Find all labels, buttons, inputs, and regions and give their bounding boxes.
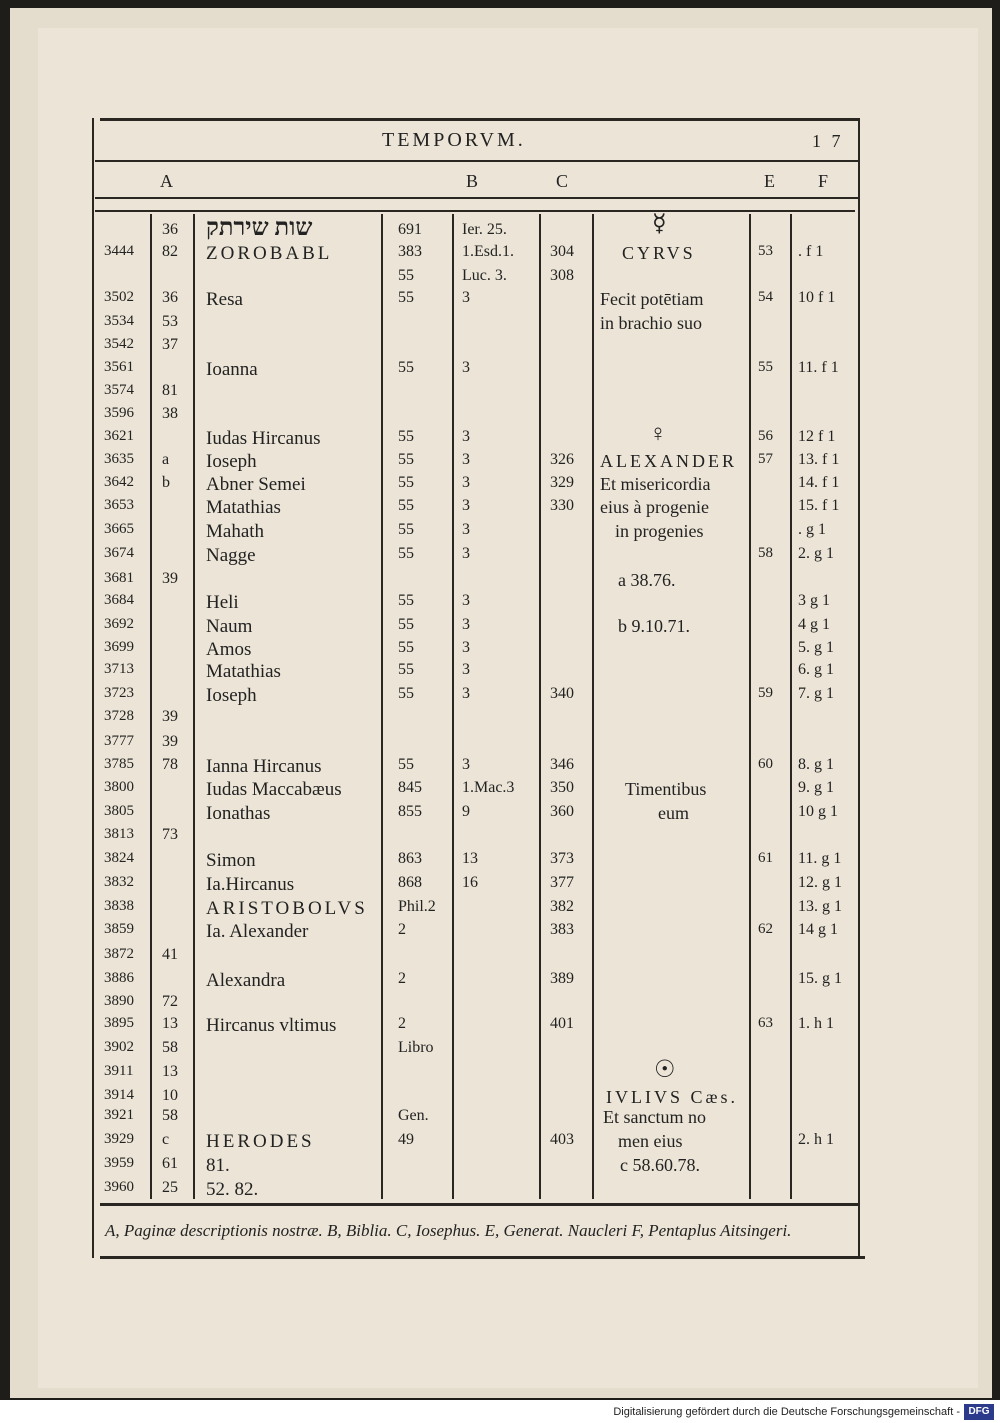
year-cell: 3684	[104, 592, 134, 608]
year-cell: 3574	[104, 382, 134, 398]
reign-note-cell: Et misericordia	[600, 474, 711, 494]
b-number-cell: 855	[398, 803, 422, 820]
f-cell: 12. g 1	[798, 874, 842, 891]
name-cell: Ia.Hircanus	[206, 874, 295, 895]
f-cell: 10 f 1	[798, 289, 836, 306]
header-rule	[95, 160, 860, 162]
a-cell: 25	[162, 1179, 178, 1196]
b-reference-cell: 3	[462, 521, 470, 538]
b-number-cell: 2	[398, 1015, 406, 1032]
f-cell: 8. g 1	[798, 756, 834, 773]
b-reference-cell: 3	[462, 451, 470, 468]
f-cell: 13. f 1	[798, 451, 840, 468]
b-number-cell: 55	[398, 289, 414, 306]
footer-rule	[100, 1256, 865, 1259]
year-cell: 3621	[104, 428, 134, 444]
credit-text: Digitalisierung gefördert durch die Deutsche Forschungsgemeinschaft -	[613, 1406, 960, 1418]
year-cell: 3785	[104, 756, 134, 772]
e-cell: 62	[758, 921, 773, 937]
col-sep-year-a	[150, 214, 152, 1199]
e-cell: 55	[758, 359, 773, 375]
page-number: 1 7	[812, 131, 844, 151]
reign-note-cell: b 9.10.71.	[618, 616, 690, 636]
b-number-cell: 55	[398, 497, 414, 514]
c-cell: 360	[550, 803, 574, 820]
f-cell: 3 g 1	[798, 592, 830, 609]
venus-icon: ♀	[649, 421, 667, 447]
name-cell: שות שירתק	[206, 215, 313, 241]
reign-note-cell: Fecit potētiam	[600, 289, 704, 309]
name-cell: Matathias	[206, 661, 281, 682]
b-reference-cell: 1.Esd.1.	[462, 243, 514, 260]
b-number-cell: 55	[398, 756, 414, 773]
col-sep-b1-b2	[452, 214, 454, 1199]
column-header-c: C	[556, 171, 569, 191]
name-cell: Resa	[206, 289, 243, 310]
f-cell: 15. g 1	[798, 970, 842, 987]
b-number-cell: 55	[398, 616, 414, 633]
name-cell: Ioseph	[206, 451, 257, 472]
year-cell: 3886	[104, 970, 134, 986]
b-number-cell: 691	[398, 221, 422, 238]
name-cell: Abner Semei	[206, 474, 306, 495]
year-cell: 3800	[104, 779, 134, 795]
year-cell: 3642	[104, 474, 134, 490]
reign-note-cell: Et sanctum no	[603, 1107, 706, 1127]
a-cell: 72	[162, 993, 178, 1010]
year-cell: 3681	[104, 570, 134, 586]
b-number-cell: 845	[398, 779, 422, 796]
year-cell: 3653	[104, 497, 134, 513]
e-cell: 61	[758, 850, 773, 866]
b-reference-cell: Luc. 3.	[462, 267, 507, 284]
year-cell: 3805	[104, 803, 134, 819]
year-cell: 3890	[104, 993, 134, 1009]
a-cell: 82	[162, 243, 178, 260]
name-cell: 81.	[206, 1155, 230, 1176]
reign-note-cell: ALEXANDER	[600, 451, 737, 471]
f-cell: 5. g 1	[798, 639, 834, 656]
subheader-rule	[95, 197, 860, 199]
year-cell: 3699	[104, 639, 134, 655]
b-number-cell: 868	[398, 874, 422, 891]
reign-note-cell: c 58.60.78.	[620, 1155, 700, 1175]
year-cell: 3561	[104, 359, 134, 375]
reign-note-cell: eius à progenie	[600, 497, 709, 517]
b-number-cell: 383	[398, 243, 422, 260]
page-paper	[38, 28, 978, 1388]
a-cell: 38	[162, 405, 178, 422]
name-cell: Ia. Alexander	[206, 921, 309, 942]
reign-note-cell: in progenies	[615, 521, 704, 541]
b-number-cell: 2	[398, 921, 406, 938]
b-reference-cell: 16	[462, 874, 478, 891]
f-cell: . f 1	[798, 243, 824, 260]
b-number-cell: 55	[398, 685, 414, 702]
b-number-cell: 2	[398, 970, 406, 987]
a-cell: 13	[162, 1015, 178, 1032]
f-cell: 12 f 1	[798, 428, 836, 445]
reign-note-cell: a 38.76.	[618, 570, 676, 590]
f-cell: 14. f 1	[798, 474, 840, 491]
book-page	[10, 8, 992, 1398]
name-cell: Ioanna	[206, 359, 258, 380]
reign-note-cell: eum	[658, 803, 689, 823]
footer-legend: A, Paginæ descriptionis nostræ. B, Biblia. C, Iosephus. E, Generat. Naucleri F, Pentaplus Aitsingeri.	[105, 1221, 792, 1240]
e-cell: 60	[758, 756, 773, 772]
b-reference-cell: 3	[462, 639, 470, 656]
year-cell: 3728	[104, 708, 134, 724]
f-cell: 4 g 1	[798, 616, 830, 633]
year-cell: 3959	[104, 1155, 134, 1171]
year-cell: 3824	[104, 850, 134, 866]
page-title: TEMPORVM.	[382, 129, 526, 151]
col-sep-c-cyrus	[592, 214, 594, 1199]
b-number-cell: 55	[398, 474, 414, 491]
c-cell: 340	[550, 685, 574, 702]
year-cell: 3832	[104, 874, 134, 890]
col-sep-name-b1	[381, 214, 383, 1199]
a-cell: b	[162, 474, 170, 491]
e-cell: 56	[758, 428, 773, 444]
c-cell: 389	[550, 970, 574, 987]
b-reference-cell: 3	[462, 428, 470, 445]
year-cell: 3444	[104, 243, 134, 259]
year-cell: 3665	[104, 521, 134, 537]
name-cell: Iudas Maccabæus	[206, 779, 342, 800]
b-number-cell: 55	[398, 267, 414, 284]
e-cell: 63	[758, 1015, 773, 1031]
dfg-logo: DFG	[964, 1404, 994, 1420]
reign-note-cell: IVLIVS Cæs.	[606, 1087, 739, 1107]
c-cell: 401	[550, 1015, 574, 1032]
c-cell: 383	[550, 921, 574, 938]
a-cell: c	[162, 1131, 170, 1148]
a-cell: 39	[162, 570, 178, 587]
name-cell: Amos	[206, 639, 252, 660]
b-number-cell: 55	[398, 545, 414, 562]
year-cell: 3911	[104, 1063, 134, 1079]
name-cell: Ionathas	[206, 803, 271, 824]
b-reference-cell: 3	[462, 289, 470, 306]
f-cell: 11. f 1	[798, 359, 839, 376]
e-cell: 57	[758, 451, 773, 467]
frame-left-line	[92, 118, 94, 1258]
column-header-b: B	[466, 171, 479, 191]
f-cell: 2. g 1	[798, 545, 834, 562]
a-cell: 39	[162, 733, 178, 750]
name-cell: Ianna Hircanus	[206, 756, 322, 777]
credit-bar	[0, 1402, 1000, 1423]
b-number-cell: 55	[398, 661, 414, 678]
name-cell: ARISTOBOLVS	[206, 898, 368, 919]
year-cell: 3502	[104, 289, 134, 305]
year-cell: 3777	[104, 733, 134, 749]
c-cell: 377	[550, 874, 574, 891]
top-rule	[100, 118, 860, 121]
b-reference-cell: 3	[462, 359, 470, 376]
frame-right-line	[858, 118, 860, 1258]
b-number-cell: 55	[398, 451, 414, 468]
f-cell: 7. g 1	[798, 685, 834, 702]
b-reference-cell: 3	[462, 661, 470, 678]
year-cell: 3813	[104, 826, 134, 842]
a-cell: 36	[162, 221, 178, 238]
e-cell: 58	[758, 545, 773, 561]
b-reference-cell: 3	[462, 756, 470, 773]
name-cell: Matathias	[206, 497, 281, 518]
a-cell: 73	[162, 826, 178, 843]
b-reference-cell: 3	[462, 685, 470, 702]
reign-note-cell: Timentibus	[625, 779, 707, 799]
a-cell: 78	[162, 756, 178, 773]
f-cell: 15. f 1	[798, 497, 840, 514]
e-cell: 59	[758, 685, 773, 701]
name-cell: Naum	[206, 616, 253, 637]
name-cell: Simon	[206, 850, 256, 871]
col-sep-cyrus-e	[749, 214, 751, 1199]
f-cell: 13. g 1	[798, 898, 842, 915]
year-cell: 3902	[104, 1039, 134, 1055]
year-cell: 3929	[104, 1131, 134, 1147]
table-top-rule	[95, 210, 855, 212]
reign-note-cell: in brachio suo	[600, 313, 702, 333]
col-sep-a-name	[193, 214, 195, 1199]
b-reference-cell: 9	[462, 803, 470, 820]
year-cell: 3838	[104, 898, 134, 914]
f-cell: 9. g 1	[798, 779, 834, 796]
a-cell: 61	[162, 1155, 178, 1172]
b-reference-cell: 13	[462, 850, 478, 867]
b-reference-cell: 1.Mac.3	[462, 779, 515, 796]
b-reference-cell: 3	[462, 474, 470, 491]
e-cell: 53	[758, 243, 773, 259]
a-cell: 41	[162, 946, 178, 963]
a-cell: 58	[162, 1107, 178, 1124]
c-cell: 373	[550, 850, 574, 867]
year-cell: 3895	[104, 1015, 134, 1031]
a-cell: 13	[162, 1063, 178, 1080]
b-number-cell: Phil.2	[398, 898, 436, 915]
c-cell: 382	[550, 898, 574, 915]
year-cell: 3872	[104, 946, 134, 962]
name-cell: 52. 82.	[206, 1179, 259, 1200]
b-number-cell: 55	[398, 521, 414, 538]
reign-note-cell: CYRVS	[622, 243, 696, 263]
b-reference-cell: 3	[462, 592, 470, 609]
a-cell: 53	[162, 313, 178, 330]
year-cell: 3914	[104, 1087, 134, 1103]
b-number-cell: 55	[398, 359, 414, 376]
sun-icon: ☉	[654, 1057, 676, 1083]
b-number-cell: 55	[398, 428, 414, 445]
year-cell: 3713	[104, 661, 134, 677]
c-cell: 329	[550, 474, 574, 491]
year-cell: 3921	[104, 1107, 134, 1123]
b-number-cell: Libro	[398, 1039, 434, 1056]
f-cell: . g 1	[798, 521, 826, 538]
table-bottom-rule	[100, 1203, 860, 1206]
col-sep-e-f	[790, 214, 792, 1199]
f-cell: 10 g 1	[798, 803, 838, 820]
name-cell: Heli	[206, 592, 239, 613]
year-cell: 3723	[104, 685, 134, 701]
name-cell: Iudas Hircanus	[206, 428, 321, 449]
name-cell: Alexandra	[206, 970, 286, 991]
c-cell: 350	[550, 779, 574, 796]
name-cell: HERODES	[206, 1131, 315, 1152]
b-number-cell: 863	[398, 850, 422, 867]
reign-note-cell: men eius	[618, 1131, 683, 1151]
b-reference-cell: 3	[462, 497, 470, 514]
f-cell: 6. g 1	[798, 661, 834, 678]
year-cell: 3635	[104, 451, 134, 467]
column-header-f: F	[818, 171, 829, 191]
f-cell: 11. g 1	[798, 850, 842, 867]
year-cell: 3542	[104, 336, 134, 352]
c-cell: 308	[550, 267, 574, 284]
e-cell: 54	[758, 289, 773, 305]
c-cell: 330	[550, 497, 574, 514]
b-reference-cell: Ier. 25.	[462, 221, 507, 238]
mercury-icon: ☿	[652, 211, 667, 237]
c-cell: 346	[550, 756, 574, 773]
b-number-cell: 49	[398, 1131, 414, 1148]
c-cell: 326	[550, 451, 574, 468]
b-reference-cell: 3	[462, 545, 470, 562]
year-cell: 3596	[104, 405, 134, 421]
f-cell: 14 g 1	[798, 921, 838, 938]
b-number-cell: Gen.	[398, 1107, 429, 1124]
name-cell: ZOROBABL	[206, 243, 333, 264]
year-cell: 3859	[104, 921, 134, 937]
a-cell: 36	[162, 289, 178, 306]
b-number-cell: 55	[398, 639, 414, 656]
col-sep-b2-c	[539, 214, 541, 1199]
a-cell: 10	[162, 1087, 178, 1104]
c-cell: 403	[550, 1131, 574, 1148]
column-header-a: A	[160, 171, 173, 191]
f-cell: 2. h 1	[798, 1131, 834, 1148]
year-cell: 3674	[104, 545, 134, 561]
c-cell: 304	[550, 243, 574, 260]
a-cell: 58	[162, 1039, 178, 1056]
name-cell: Mahath	[206, 521, 265, 542]
column-header-e: E	[764, 171, 775, 191]
year-cell: 3960	[104, 1179, 134, 1195]
year-cell: 3692	[104, 616, 134, 632]
name-cell: Ioseph	[206, 685, 257, 706]
name-cell: Nagge	[206, 545, 256, 566]
a-cell: 81	[162, 382, 178, 399]
b-reference-cell: 3	[462, 616, 470, 633]
a-cell: 37	[162, 336, 178, 353]
f-cell: 1. h 1	[798, 1015, 834, 1032]
a-cell: 39	[162, 708, 178, 725]
name-cell: Hircanus vltimus	[206, 1015, 337, 1036]
a-cell: a	[162, 451, 170, 468]
year-cell: 3534	[104, 313, 134, 329]
b-number-cell: 55	[398, 592, 414, 609]
